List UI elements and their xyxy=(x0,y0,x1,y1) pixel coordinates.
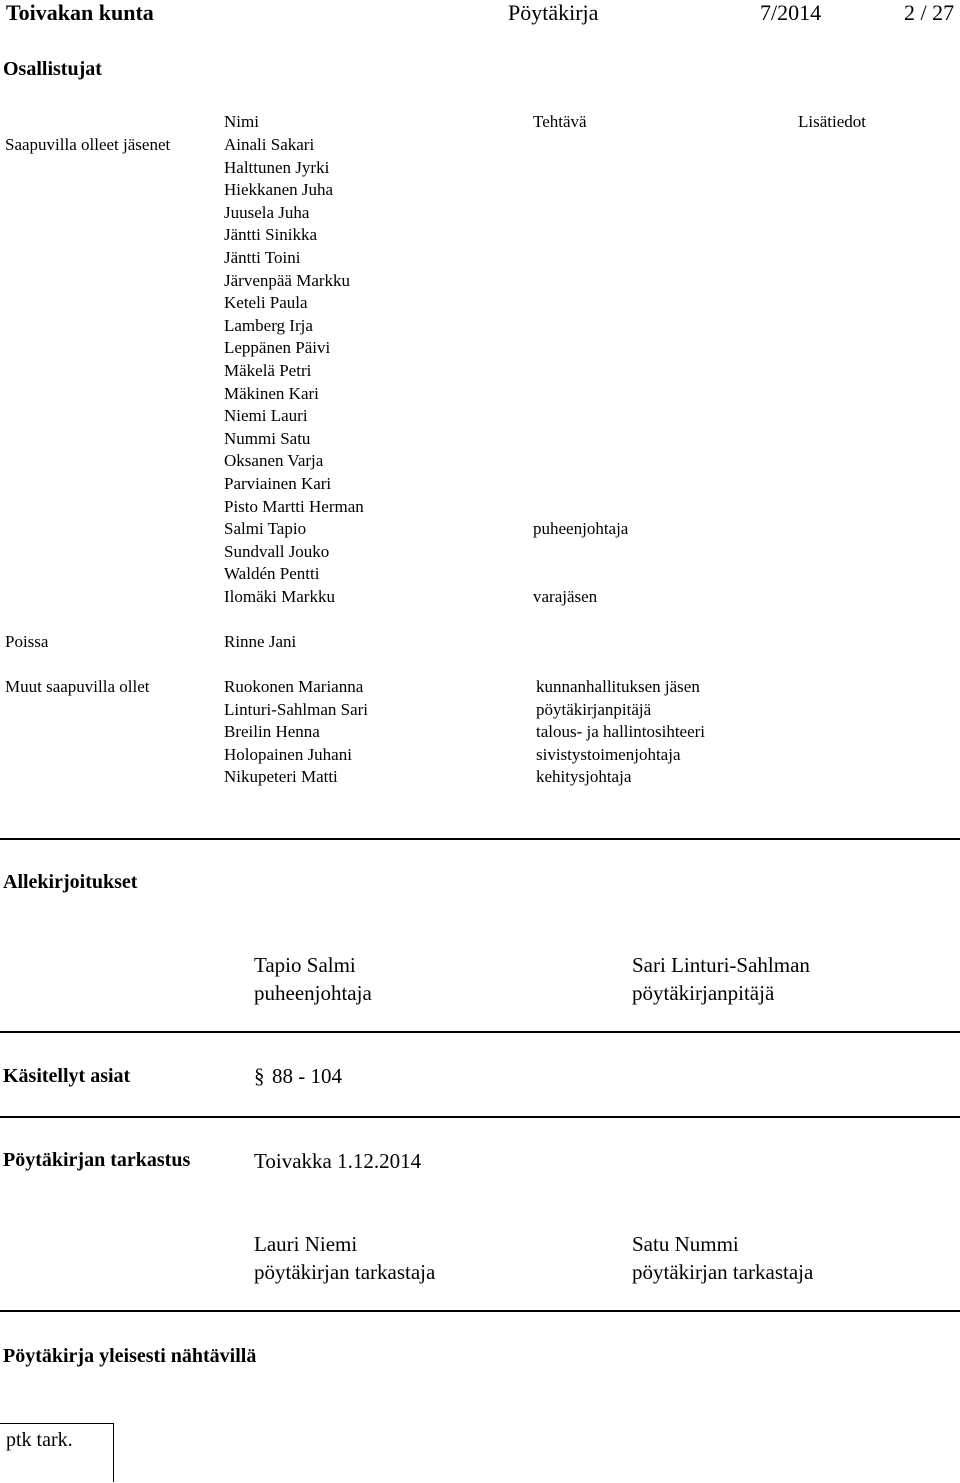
other-attendee-role: sivistystoimenjohtaja xyxy=(536,744,681,764)
participant-name: Ilomäki Markku xyxy=(224,586,335,606)
participant-role xyxy=(533,541,628,564)
participant-role xyxy=(533,360,628,383)
other-attendee-name: Nikupeteri Matti xyxy=(224,767,338,787)
absent-names-list xyxy=(224,631,296,654)
reviewer-right-role: pöytäkirjan tarkastaja xyxy=(632,1260,814,1284)
participant-role xyxy=(533,292,628,315)
participants-title: Osallistujat xyxy=(3,58,102,80)
participant-name: Niemi Lauri xyxy=(224,406,308,426)
reviewer-left-role: pöytäkirjan tarkastaja xyxy=(254,1260,436,1284)
other-attendee-name: Breilin Henna xyxy=(224,722,320,742)
column-header-name: Nimi xyxy=(224,112,259,131)
participant-role xyxy=(533,270,628,293)
signer-left-role: puheenjohtaja xyxy=(254,981,372,1005)
participant-role xyxy=(533,224,628,247)
matters-label: Käsitellyt asiat xyxy=(3,1065,131,1087)
column-header-role: Tehtävä xyxy=(533,112,587,131)
page-number: 2 / 27 xyxy=(904,0,955,25)
other-attendee-role: kehitysjohtaja xyxy=(536,767,632,787)
present-roles-list xyxy=(533,134,628,608)
participant-role xyxy=(533,383,628,406)
others-names-list xyxy=(224,676,368,789)
other-attendee-name: Holopainen Juhani xyxy=(224,744,352,764)
participant-role xyxy=(533,315,628,338)
document-type: Pöytäkirja xyxy=(508,0,599,25)
participant-name: Oksanen Varja xyxy=(224,451,324,471)
participant-name: Keteli Paula xyxy=(224,293,308,313)
participant-name: Lamberg Irja xyxy=(224,315,313,335)
reviewer-left-name: Lauri Niemi xyxy=(254,1232,358,1256)
signer-left-name: Tapio Salmi xyxy=(254,953,356,977)
participant-role xyxy=(533,247,628,270)
others-label: Muut saapuvilla ollet xyxy=(5,677,150,696)
participant-role xyxy=(533,157,628,180)
participant-name: Sundvall Jouko xyxy=(224,541,330,561)
participant-role: varajäsen xyxy=(533,586,598,606)
divider xyxy=(0,1031,960,1033)
divider xyxy=(0,838,960,840)
participant-name: Pisto Martti Herman xyxy=(224,496,364,516)
participant-role xyxy=(533,428,628,451)
participant-name: Järvenpää Markku xyxy=(224,270,351,290)
section-symbol: § xyxy=(254,1064,265,1088)
present-names-list xyxy=(224,134,364,608)
participant-name: Nummi Satu xyxy=(224,428,311,448)
participant-role xyxy=(533,202,628,225)
other-attendee-name: Ruokonen Marianna xyxy=(224,677,364,696)
participant-name: Salmi Tapio xyxy=(224,519,307,539)
participant-name: Juusela Juha xyxy=(224,202,310,222)
participant-name: Mäkinen Kari xyxy=(224,383,319,403)
public-display-label: Pöytäkirja yleisesti nähtävillä xyxy=(3,1345,257,1367)
participant-role: puheenjohtaja xyxy=(533,519,629,539)
reviewer-right-name: Satu Nummi xyxy=(632,1232,739,1256)
absent-name: Rinne Jani xyxy=(224,632,297,651)
present-members-label: Saapuvilla olleet jäsenet xyxy=(5,135,171,154)
participant-role xyxy=(533,179,628,202)
participant-role xyxy=(533,134,628,157)
participant-role xyxy=(533,563,628,586)
participant-role xyxy=(533,450,628,473)
review-initials-label: ptk tark. xyxy=(6,1429,73,1451)
participant-name: Parviainen Kari xyxy=(224,473,332,493)
signer-right-role: pöytäkirjanpitäjä xyxy=(632,981,775,1005)
other-attendee-role: talous- ja hallintosihteeri xyxy=(536,722,706,742)
matters-range: 88 - 104 xyxy=(272,1064,342,1088)
participant-role xyxy=(533,473,628,496)
absent-label: Poissa xyxy=(5,632,49,651)
participant-name: Waldén Pentti xyxy=(224,564,320,584)
organization-name: Toivakan kunta xyxy=(6,0,154,25)
participant-name: Mäkelä Petri xyxy=(224,360,312,380)
review-initials-box xyxy=(0,1423,114,1482)
participant-name: Jäntti Sinikka xyxy=(224,225,318,245)
participant-name: Jäntti Toini xyxy=(224,247,301,267)
others-roles-list xyxy=(536,676,705,789)
participant-name: Halttunen Jyrki xyxy=(224,157,330,177)
divider xyxy=(0,1310,960,1312)
participant-role xyxy=(533,337,628,360)
participant-role xyxy=(533,405,628,428)
other-attendee-role: kunnanhallituksen jäsen xyxy=(536,677,700,696)
review-label: Pöytäkirjan tarkastus xyxy=(3,1149,191,1171)
signatures-title: Allekirjoitukset xyxy=(3,871,138,893)
participant-name: Leppänen Päivi xyxy=(224,338,331,358)
participant-name: Ainali Sakari xyxy=(224,135,315,154)
participant-name: Hiekkanen Juha xyxy=(224,180,334,200)
participant-role xyxy=(533,496,628,519)
other-attendee-name: Linturi-Sahlman Sari xyxy=(224,699,369,719)
divider xyxy=(0,1116,960,1118)
signer-right-name: Sari Linturi-Sahlman xyxy=(632,953,810,977)
review-place-date: Toivakka 1.12.2014 xyxy=(254,1149,422,1173)
document-number: 7/2014 xyxy=(760,0,822,25)
column-header-extra: Lisätiedot xyxy=(798,112,866,131)
other-attendee-role: pöytäkirjanpitäjä xyxy=(536,699,652,719)
